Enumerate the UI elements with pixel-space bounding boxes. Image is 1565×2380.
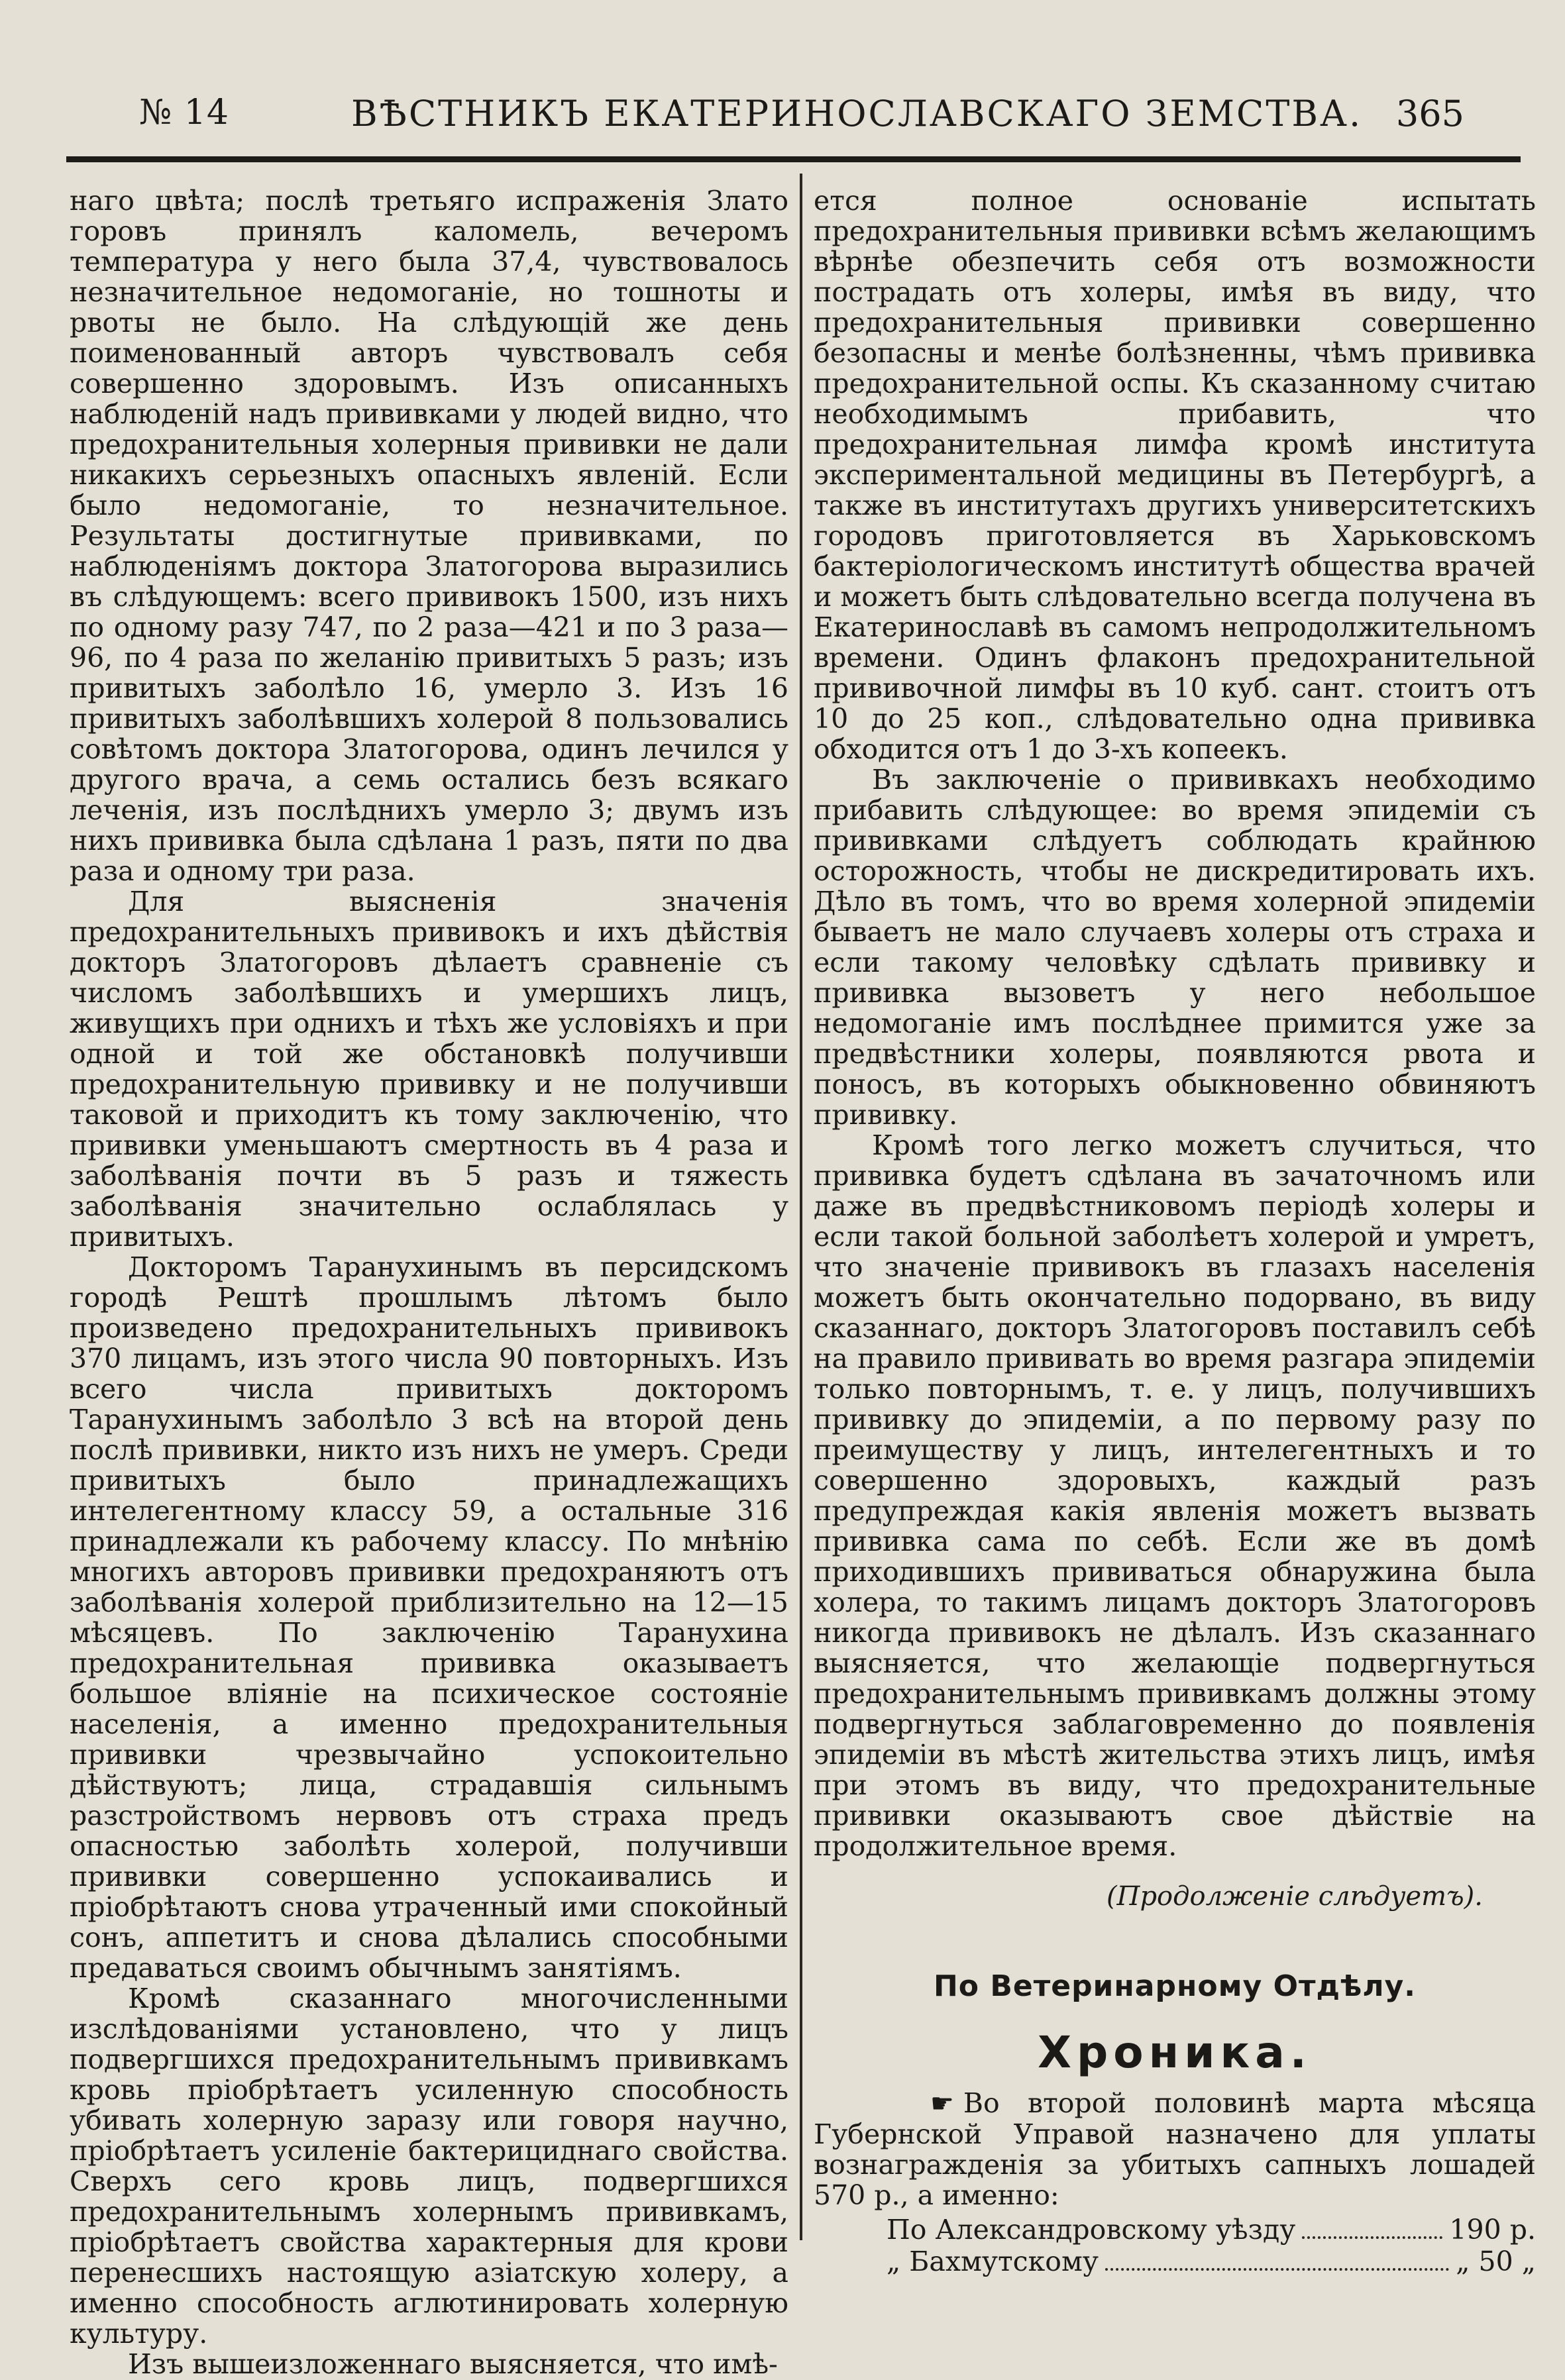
paragraph: Кромѣ сказаннаго многочисленными изслѣдованіями установлено, что у лицъ подвергшихся предохранительнымъ прививкамъ кровь пріобрѣтаетъ усиленную способность убивать холерную заразу или говоря научно, пріобрѣтаетъ усиленіе бактерициднаго свойства. Сверхъ сего кровь лицъ, подвергшихся предохранительнымъ холернымъ прививкамъ, пріобрѣтаетъ свойства характерныя для крови перенесшихъ настоящую азіатскую холеру, а именно способность аглютинировать холерную культуру. bbox=[70, 1983, 788, 2350]
column-divider bbox=[800, 174, 802, 2240]
dot-leader bbox=[1302, 2236, 1442, 2239]
payment-amount: 190 р. bbox=[1449, 2214, 1536, 2246]
left-column bbox=[70, 185, 788, 2379]
payment-amount: „ 50 „ bbox=[1456, 2246, 1536, 2277]
paragraph: Для выясненія значенія предохранительныхъ прививокъ и ихъ дѣйствія докторъ Златогоровъ дѣлаетъ сравненіе съ числомъ заболѣвшихъ и умершихъ лицъ, живущихъ при однихъ и тѣхъ же условіяхъ и при одной и той же обстановкѣ получивши предохранительную прививку и не получивши таковой и приходитъ къ тому заключенію, что прививки уменьшаютъ смертность въ 4 раза и заболѣванія почти въ 5 разъ и тяжесть заболѣванія значительно ослаблялась у привитыхъ. bbox=[70, 886, 788, 1253]
running-head bbox=[99, 93, 1464, 146]
chronicle-text: Во второй половинѣ марта мѣсяца Губернской Управой назначено для уплаты вознагражденія за убитыхъ сапныхъ лошадей 570 р., а именно: bbox=[814, 2087, 1536, 2211]
paragraph: ется полное основаніе испытать предохранительныя прививки всѣмъ желающимъ вѣрнѣе обезпечить себя отъ возможности пострадать отъ холеры, имѣя въ виду, что предохранительныя прививки совершенно безопасны и менѣе болѣзненны, чѣмъ прививка предохранительной оспы. Къ сказанному считаю необходимымъ прибавить, что предохранительная лимфа кромѣ института экспериментальной медицины въ Петербургѣ, а также въ институтахъ другихъ университетскихъ городовъ приготовляется въ Харьковскомъ бактеріологическомъ институтѣ общества врачей и можетъ быть слѣдовательно всегда получена въ Екатеринославѣ въ самомъ непродолжительномъ времени. Одинъ флаконъ предохранительной прививочной лимфы въ 10 куб. сант. стоитъ отъ 10 до 25 коп., слѣдовательно одна прививка обходится отъ 1 до 3-хъ копеекъ. bbox=[814, 185, 1536, 765]
paragraph: Кромѣ того легко можетъ случиться, что прививка будетъ сдѣлана въ зачаточномъ или даже въ предвѣстниковомъ періодѣ холеры и если такой больной заболѣетъ холерой и умретъ, что значеніе прививокъ въ глазахъ населенія можетъ быть окончательно подорвано, въ виду сказаннаго, докторъ Златогоровъ поставилъ себѣ на правило прививать во время разгара эпидеміи только повторнымъ, т. е. у лицъ, получившихъ прививку до эпидеміи, а по первому разу по преимуществу у лицъ, интелегентныхъ и то совершенно здоровыхъ, каждый разъ предупреждая какія явленія можетъ вызвать прививка сама по себѣ. Если же въ домѣ приходившихъ прививаться обнаружина была холера, то такимъ лицамъ докторъ Златогоровъ никогда прививокъ не дѣлалъ. Изъ сказаннаго выясняется, что желающіе подвергнуться предохранительнымъ прививкамъ должны этому подвергнуться заблаговременно до появленія эпидеміи въ мѣстѣ жительства этихъ лицъ, имѣя при этомъ въ виду, что предохранительные прививки оказываютъ свое дѣйствіе на продолжительное время. bbox=[814, 1129, 1536, 1862]
paragraph: Изъ вышеизложеннаго выясняется, что имѣ- bbox=[128, 2348, 778, 2380]
issue-number: № 14 bbox=[139, 93, 229, 132]
paragraph: Въ заключеніе о прививкахъ необходимо прибавить слѣдующее: во время эпидеміи съ прививками слѣдуетъ соблюдать крайнюю осторожность, чтобы не дискредитировать ихъ. Дѣло въ томъ, что во время холерной эпидеміи бываетъ не мало случаевъ холеры отъ страха и если такому человѣку сдѣлать прививку и прививка вызоветъ у него небольшое недомоганіе имъ послѣднее примится уже за предвѣстники холеры, появляются рвота и поносъ, въ которыхъ обыкновенно обвиняютъ прививку. bbox=[814, 764, 1536, 1131]
pointing-hand-icon: ☛ bbox=[930, 2089, 954, 2119]
chronicle-title: Хроника. bbox=[1038, 2027, 1312, 2078]
journal-title: ВѢСТНИКЪ ЕКАТЕРИНОСЛАВСКАГО ЗЕМСТВА. bbox=[351, 93, 1363, 134]
page-number: 365 bbox=[1395, 93, 1464, 134]
section-heading: По Ветеринарному Отдѣлу. bbox=[933, 1969, 1417, 2003]
continued-note: (Продолженіе слѣдуетъ). bbox=[1106, 1881, 1483, 1912]
list-item bbox=[887, 2214, 1536, 2246]
chronicle-paragraph bbox=[814, 2088, 1536, 2210]
paragraph: Докторомъ Таранухинымъ въ персидскомъ городѣ Рештѣ прошлымъ лѣтомъ было произведено предохранительныхъ прививокъ 370 лицамъ, изъ этого числа 90 повторныхъ. Изъ всего числа привитыхъ докторомъ Таранухинымъ заболѣло 3 всѣ на второй день послѣ прививки, никто изъ нихъ не умеръ. Среди привитыхъ было принадлежащихъ интелегентному классу 59, а остальные 316 принадлежали къ рабочему классу. По мнѣнію многихъ авторовъ прививки предохраняютъ отъ заболѣванія холерой приблизительно на 12—15 мѣсяцевъ. По заключенію Таранухина предохранительная прививка оказываетъ большое вліяніе на психическое состояніе населенія, а именно предохранительныя прививки чрезвычайно успокоительно дѣйствуютъ; лица, страдавшія сильнымъ разстройствомъ нервовъ отъ страха предъ опасностью заболѣть холерой, получивши прививки совершенно успокаивались и пріобрѣтаютъ снова утраченный ими спокойный сонъ, аппетитъ и снова дѣлались способными предаваться своимъ обычнымъ занятіямъ. bbox=[70, 1251, 788, 1984]
payment-place: „ Бахмутскому bbox=[887, 2246, 1099, 2277]
payment-place: По Александровскому уѣзду bbox=[887, 2214, 1296, 2246]
list-item bbox=[887, 2246, 1536, 2278]
right-column bbox=[814, 185, 1536, 2278]
paragraph: наго цвѣта; послѣ третьяго испраженія Злато горовъ принялъ каломель, вечеромъ температура у него была 37,4, чувствовалось незначительное недомоганіе, но тошноты и рвоты не было. На слѣдующій же день поименованный авторъ чувствовалъ себя совершенно здоровымъ. Изъ описанныхъ наблюденій надъ прививками у людей видно, что предохранительныя холерныя прививки не дали никакихъ серьезныхъ опасныхъ явленій. Если было недомоганіе, то незначительное. Результаты достигнутые прививками, по наблюденіямъ доктора Златогорова выразились въ слѣдующемъ: всего прививокъ 1500, изъ нихъ по одному разу 747, по 2 раза—421 и по 3 раза—96, по 4 раза по желанію привитыхъ 5 разъ; изъ привитыхъ заболѣло 16, умерло 3. Изъ 16 привитыхъ заболѣвшихъ холерой 8 пользовались совѣтомъ доктора Златогорова, одинъ лечился у другого врача, а семь остались безъ всякаго леченія, изъ послѣднихъ умерло 3; двумъ изъ нихъ прививка была сдѣлана 1 разъ, пяти по два раза и одному три раза. bbox=[70, 185, 788, 887]
header-rule bbox=[66, 156, 1521, 162]
